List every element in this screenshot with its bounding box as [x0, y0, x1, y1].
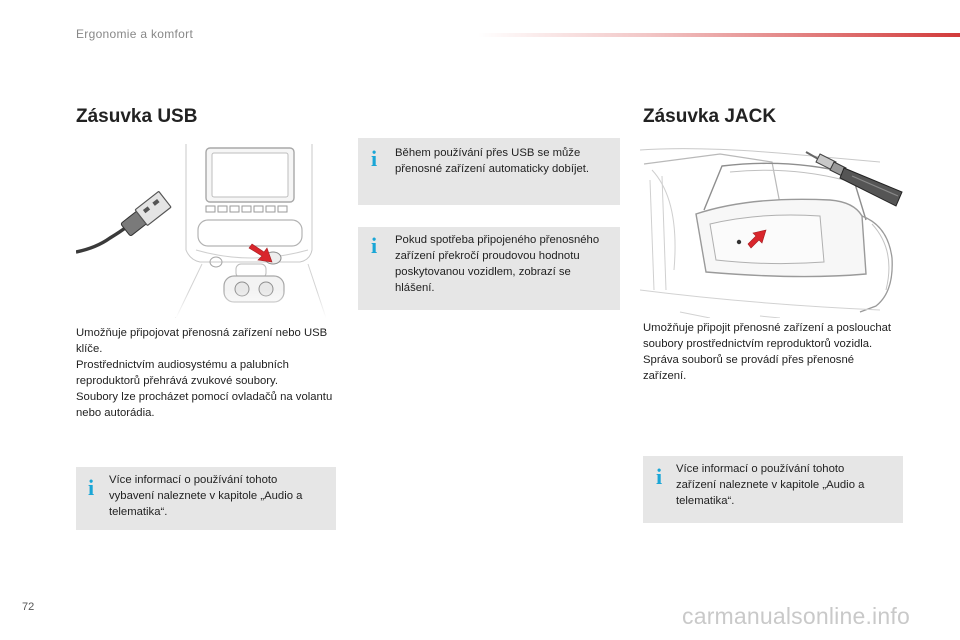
jack-info-box: [643, 456, 903, 523]
page-number: 72: [22, 601, 35, 613]
overcurrent-note-text: Pokud spotřeba připojeného přenosného zařízení překročí proudovou hodnotu poskytovanou vozidlem, zobrazí se hlášení.: [395, 234, 600, 294]
usb-heading: Zásuvka USB: [76, 106, 198, 127]
usb-description: [76, 325, 336, 421]
jack-description: [643, 320, 893, 384]
jack-illustration: [640, 140, 904, 318]
jack-description-2: Správa souborů se provádí přes přenosné zařízení.: [643, 354, 855, 382]
jack-description-1: Umožňuje připojit přenosné zařízení a poslouchat soubory prostřednictvím reproduktorů vozidla.: [643, 322, 892, 350]
usb-info-box: [76, 467, 336, 530]
usb-illustration: [76, 140, 336, 318]
jack-heading: Zásuvka JACK: [643, 106, 777, 127]
section-label: Ergonomie a komfort: [76, 27, 194, 41]
usb-description-1: Umožňuje připojovat přenosná zařízení nebo USB klíče.: [76, 327, 328, 355]
jack-info-text: Více informací o používání tohoto zařízení naleznete v kapitole „Audio a telematika“.: [676, 463, 865, 507]
info-icon: i: [370, 146, 378, 171]
overcurrent-note-box: [358, 227, 620, 310]
charging-note-text: Během používání přes USB se může přenosné zařízení automaticky dobíjet.: [395, 147, 590, 175]
charging-note-box: [358, 138, 620, 205]
usb-info-text: Více informací o používání tohoto vybavení naleznete v kapitole „Audio a telematika“.: [109, 474, 303, 518]
info-icon: i: [370, 233, 378, 258]
info-icon: i: [87, 475, 95, 500]
info-icon: i: [655, 464, 663, 489]
header-divider: [478, 33, 960, 37]
usb-description-3: Soubory lze procházet pomocí ovladačů na volantu nebo autorádia.: [76, 391, 333, 419]
usb-description-2: Prostřednictvím audiosystému a palubních reproduktorů přehrává zvukové soubory.: [76, 359, 289, 387]
watermark: carmanualsonline.info: [682, 603, 910, 629]
